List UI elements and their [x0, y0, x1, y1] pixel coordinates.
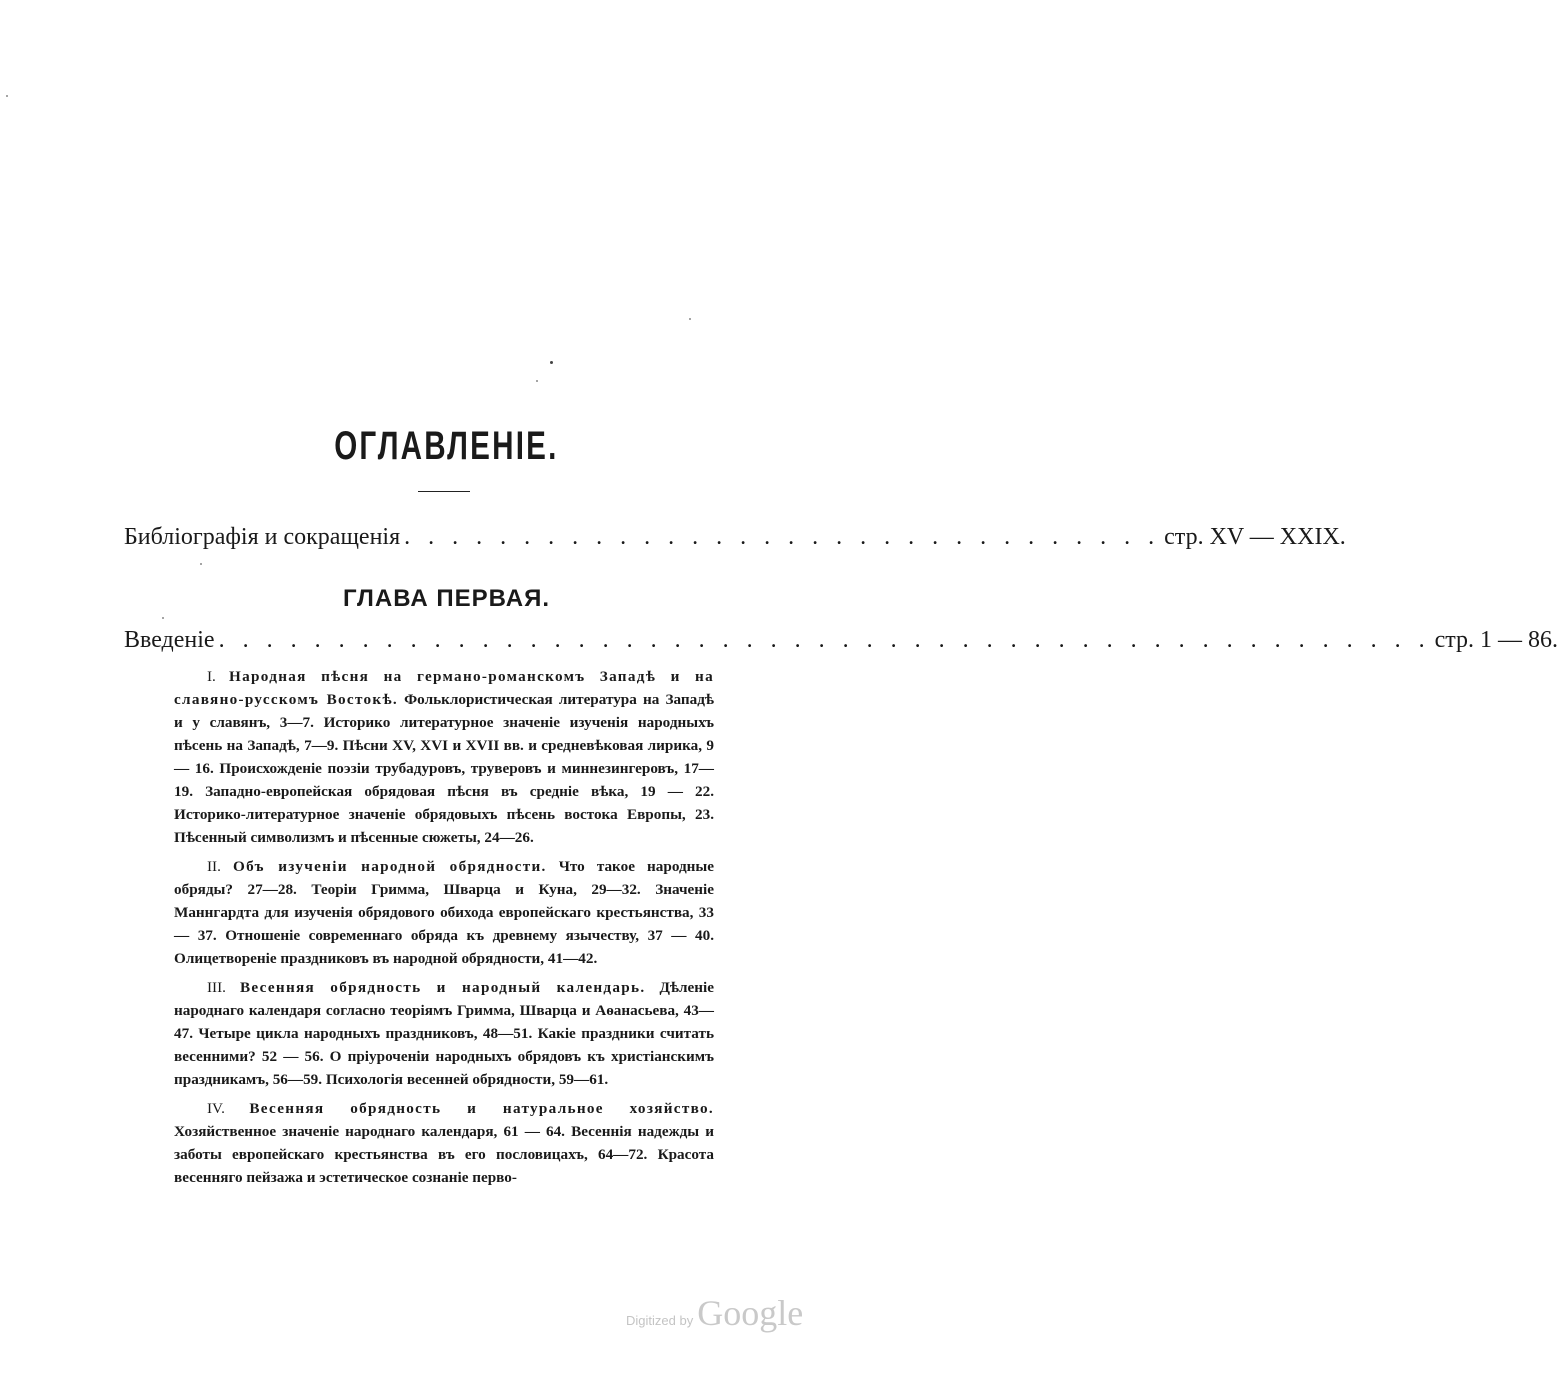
watermark-prefix: Digitized by: [626, 1313, 694, 1328]
toc-dot-leader: . . . . . . . . . . . . . . . . . . . . . . . . . . . . . . . . . . . . . . . . . . . . . . . . . . .: [218, 627, 1431, 653]
toc-dot-leader: . . . . . . . . . . . . . . . . . . . . . . . . . . . . . . . .: [404, 524, 1161, 550]
section-heading: Народная пѣсня на германо-романскомъ Западѣ и на славяно-русскомъ Востокѣ.: [174, 668, 715, 708]
toc-entry-introduction: [124, 625, 1558, 655]
page-title: ОГЛАВЛЕНІЕ.: [334, 424, 559, 468]
section-summary-3: [174, 976, 714, 1091]
scan-speck: [550, 361, 553, 364]
section-number: IV.: [207, 1100, 225, 1117]
scan-speck: [536, 380, 538, 382]
section-text: Хозяйственное значеніе народнаго календаря, 61 — 64. Весеннія надежды и заботы европейскаго крестьянства въ его пословицахъ, 64—72. Красота весенняго пейзажа и эстетическое сознаніе перво-: [174, 1123, 714, 1186]
scan-speck: [6, 95, 8, 97]
section-number: III.: [207, 979, 226, 996]
section-text: Фольклористическая литература на Западѣ и у славянъ, 3—7. Историко литературное значеніе изученія народныхъ пѣсень на Западѣ, 7—9. Пѣсни XV, XVI и XVII вв. и средневѣковая лирика, 9 — 16. Происхожденіе поэзіи трубадуровъ, труверовъ и миннезингеровъ, 17—19. Западно-европейская обрядовая пѣсня въ средніе вѣка, 19 — 22. Историко-литературное значеніе обрядовыхъ пѣсень востока Европы, 23. Пѣсенный символизмъ и пѣсенные сюжеты, 24—26.: [174, 691, 715, 846]
digitized-by-watermark: [626, 1292, 803, 1334]
section-heading: Весенняя обрядность и народный календарь.: [239, 979, 646, 996]
google-logo: Google: [697, 1293, 804, 1333]
section-summary-1: [174, 665, 714, 849]
section-summary-4: [174, 1097, 714, 1189]
scan-speck: [162, 617, 164, 619]
section-summaries: [174, 665, 714, 1195]
section-number: II.: [207, 858, 221, 875]
section-heading: Объ изученіи народной обрядности.: [233, 858, 547, 875]
toc-entry-pages: стр. 1 — 86.: [1434, 627, 1558, 653]
toc-entry-label: Библіографія и сокращенія: [124, 524, 401, 550]
section-heading: Весенняя обрядность и натуральное хозяйство.: [249, 1100, 714, 1117]
section-summary-2: [174, 855, 714, 970]
section-text: Что такое народные обряды? 27—28. Теоріи Гримма, Шварца и Куна, 29—32. Значеніе Маннгардта для изученія обрядового обихода европейскаго крестьянства, 33 — 37. Отношеніе современнаго обряда къ древнему язычеству, 37 — 40. Олицетвореніе праздниковъ въ народной обрядности, 41—42.: [174, 858, 715, 967]
title-divider: [418, 491, 470, 492]
section-number: I.: [207, 668, 216, 685]
toc-entry-label: Введеніе: [124, 627, 215, 653]
toc-entry-pages: стр. XV — XXIX.: [1164, 524, 1346, 550]
chapter-heading: ГЛАВА ПЕРВАЯ.: [343, 585, 550, 612]
scan-speck: [689, 318, 691, 320]
toc-entry-bibliography: [124, 522, 1346, 552]
section-text: Дѣленіе народнаго календаря согласно теоріямъ Гримма, Шварца и Аѳанасьева, 43—47. Четыре цикла народныхъ праздниковъ, 48—51. Какіе праздники считать весенними? 52 — 56. О пріуроченіи народныхъ обрядовъ къ христіанскимъ праздникамъ, 56—59. Психологія весенней обрядности, 59—61.: [174, 979, 715, 1088]
scan-speck: [200, 563, 202, 565]
